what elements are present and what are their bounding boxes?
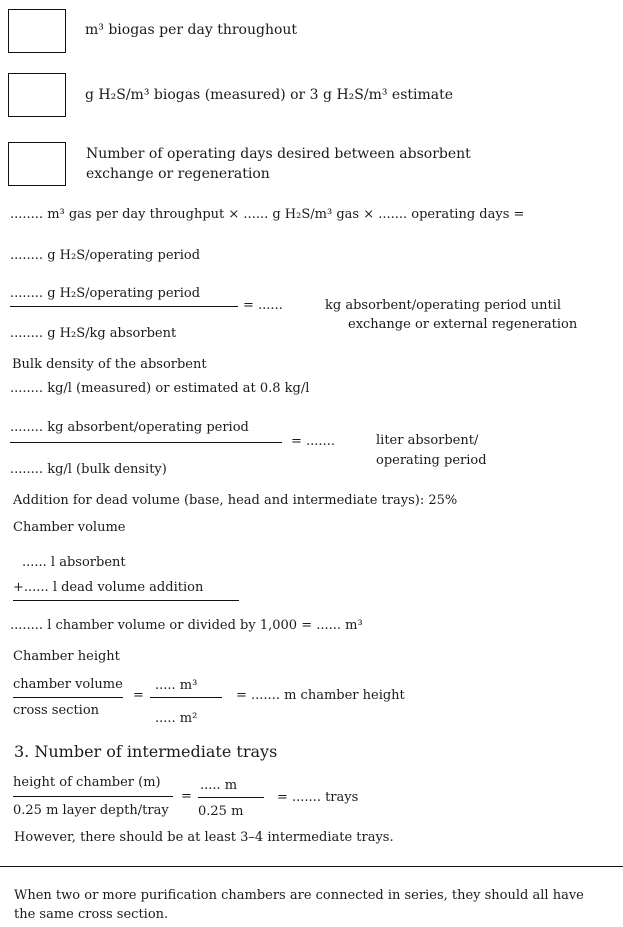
trays-denominator: 0.25 m layer depth/tray xyxy=(13,803,169,818)
fraction2-result-1: liter absorbent/ xyxy=(376,433,479,448)
trays-heading: 3. Number of intermediate trays xyxy=(14,742,278,761)
height-equals: = xyxy=(133,688,144,703)
footer-divider xyxy=(0,866,623,867)
biogas-throughput-label: m³ biogas per day throughout xyxy=(85,22,298,38)
cv-dead-volume: +...... l dead volume addition xyxy=(13,580,204,595)
height-m-bar xyxy=(150,697,222,698)
h2s-per-period: ........ g H₂S/operating period xyxy=(10,248,201,263)
height-bar xyxy=(13,697,123,698)
operating-days-label-2: exchange or regeneration xyxy=(86,166,270,182)
chamber-height-title: Chamber height xyxy=(13,649,120,664)
fraction1-bar xyxy=(10,306,238,307)
trays-m-bar xyxy=(198,797,264,798)
fraction2-numerator: ........ kg absorbent/operating period xyxy=(10,420,249,435)
trays-equals: = xyxy=(181,789,192,804)
height-result: = ....... m chamber height xyxy=(236,688,405,703)
footer-line-1: When two or more purification chambers are connected in series, they should all have xyxy=(14,888,584,903)
height-denominator: cross section xyxy=(13,703,100,718)
cv-sum-bar xyxy=(13,600,239,601)
bulk-density-line: ........ kg/l (measured) or estimated at 0.8 kg/l xyxy=(10,381,310,396)
chamber-volume-title: Chamber volume xyxy=(13,520,126,535)
trays-result: = ....... trays xyxy=(277,790,359,805)
fraction1-result-1: kg absorbent/operating period until xyxy=(325,298,562,313)
fraction1-denominator: ........ g H₂S/kg absorbent xyxy=(10,326,177,341)
operating-days-label-1: Number of operating days desired between absorbent xyxy=(86,146,471,162)
h2s-concentration-label: g H₂S/m³ biogas (measured) or 3 g H₂S/m³ estimate xyxy=(85,87,454,103)
biogas-throughput-box[interactable] xyxy=(8,9,66,53)
fraction2-equals: = ....... xyxy=(291,434,335,449)
cv-absorbent: ...... l absorbent xyxy=(22,555,126,570)
trays-bar xyxy=(13,796,173,797)
dead-volume-text: Addition for dead volume (base, head and intermediate trays): 25% xyxy=(13,493,458,508)
trays-m-num: ..... m xyxy=(200,778,238,793)
trays-note: However, there should be at least 3–4 intermediate trays. xyxy=(14,830,394,845)
height-numerator: chamber volume xyxy=(13,677,123,692)
footer-line-2: the same cross section. xyxy=(14,907,169,922)
fraction2-result-2: operating period xyxy=(376,453,487,468)
h2s-concentration-box[interactable] xyxy=(8,73,66,117)
fraction2-denominator: ........ kg/l (bulk density) xyxy=(10,462,167,477)
throughput-equation: ........ m³ gas per day throughput × ...... g H₂S/m³ gas × ....... operating days = xyxy=(10,207,525,222)
fraction1-numerator: ........ g H₂S/operating period xyxy=(10,286,201,301)
trays-numerator: height of chamber (m) xyxy=(13,775,161,790)
bulk-density-title: Bulk density of the absorbent xyxy=(12,357,207,372)
fraction1-equals: = ...... xyxy=(243,298,283,313)
operating-days-box[interactable] xyxy=(8,142,66,186)
trays-m-den: 0.25 m xyxy=(198,804,244,819)
cv-total: ........ l chamber volume or divided by 1,000 = ...... m³ xyxy=(10,618,363,633)
fraction2-bar xyxy=(10,442,282,443)
height-m3: ..... m³ xyxy=(155,678,198,693)
height-m2: ..... m² xyxy=(155,711,198,726)
fraction1-result-2: exchange or external regeneration xyxy=(348,317,578,332)
